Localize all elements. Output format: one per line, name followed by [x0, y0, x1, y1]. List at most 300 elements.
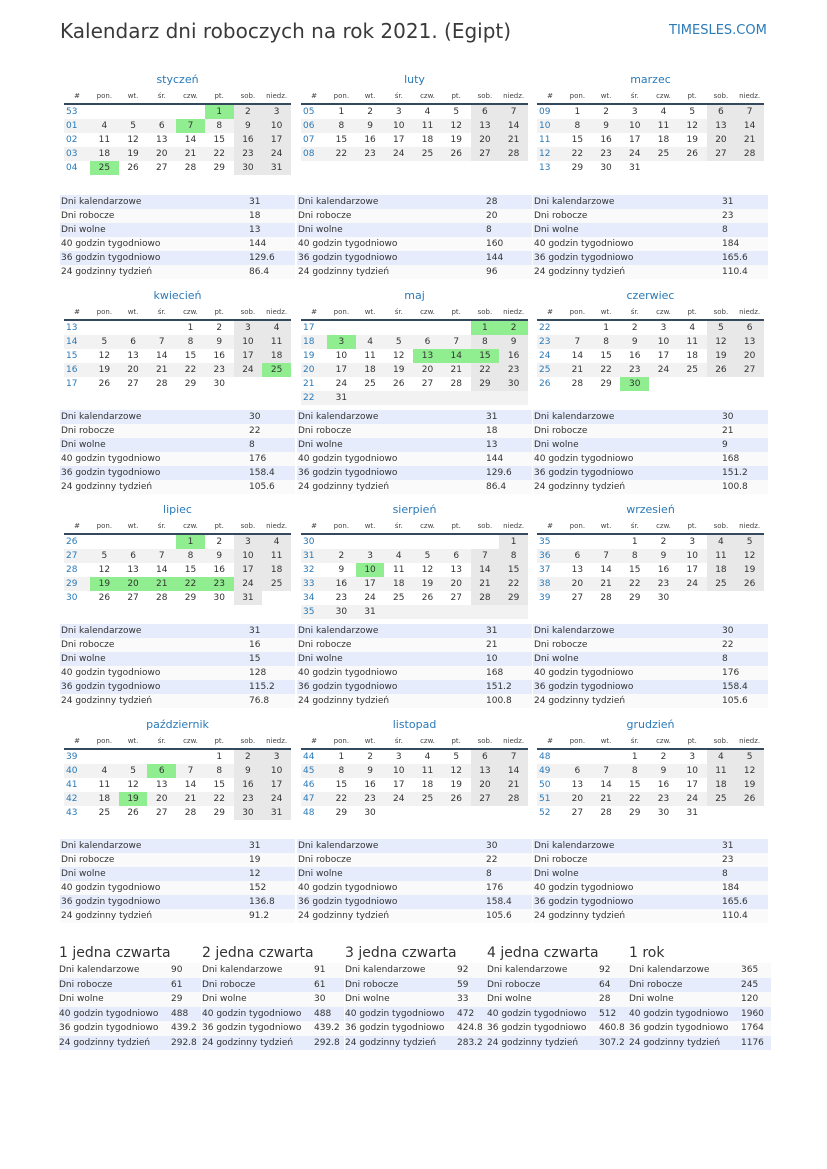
day-cell: 16 — [657, 565, 670, 575]
stat-row — [60, 881, 295, 895]
day-cell: 27 — [571, 593, 584, 603]
stat-value: 144 — [486, 454, 504, 464]
day-cell — [234, 377, 263, 391]
weekday-label: czw. — [420, 308, 435, 316]
weekday-label: # — [311, 522, 317, 530]
weekday-label: śr. — [157, 92, 166, 100]
day-cell: 7 — [603, 551, 609, 561]
week-number: 52 — [539, 808, 551, 818]
stat-label: Dni kalendarzowe — [629, 965, 710, 975]
weekday-header — [64, 734, 291, 750]
stat-value: 18 — [249, 211, 261, 221]
day-cell: 28 — [600, 593, 612, 603]
stat-label: Dni wolne — [298, 869, 343, 879]
stat-value: 184 — [722, 239, 740, 249]
day-cell: 27 — [127, 593, 139, 603]
stat-label: 40 godzin tygodniowo — [487, 1008, 587, 1019]
day-cell — [442, 806, 471, 820]
day-cell: 5 — [101, 551, 108, 561]
stat-row — [533, 195, 768, 209]
weekday-label: pon. — [569, 92, 586, 100]
stat-label: Dni kalendarzowe — [298, 841, 379, 851]
quarter-stat-row — [345, 963, 487, 978]
stat-value: 439.2 — [314, 1023, 340, 1033]
day-cell: 1 — [471, 321, 500, 335]
day-cell: 2 — [603, 107, 609, 117]
stat-value: 31 — [249, 841, 261, 851]
day-cell: 31 — [234, 591, 263, 605]
weekday-label: śr. — [630, 308, 639, 316]
day-cell: 19 — [735, 563, 764, 577]
stat-label: Dni wolne — [298, 440, 343, 450]
week-number: 03 — [66, 149, 78, 159]
stat-label: 24 godzinny tydzień — [534, 267, 626, 277]
weekday-label: czw. — [183, 92, 198, 100]
day-cell: 6 — [130, 337, 136, 347]
weekday-label: sob. — [713, 737, 729, 745]
month-stats — [60, 624, 295, 708]
stat-value: 90 — [171, 965, 183, 975]
month-name: maj — [404, 289, 425, 302]
day-cell: 5 — [453, 752, 460, 762]
day-cell: 14 — [156, 565, 168, 575]
week-row — [64, 377, 291, 391]
stat-row — [297, 624, 532, 638]
day-cell: 23 — [657, 794, 670, 804]
week-row — [301, 563, 528, 577]
stat-value: 100.8 — [722, 482, 748, 492]
weekday-label: # — [311, 308, 317, 316]
stat-row — [60, 867, 295, 881]
weekday-label: # — [547, 737, 553, 745]
weekday-label: śr. — [394, 737, 403, 745]
day-cell: 19 — [735, 778, 764, 792]
week-number: 48 — [303, 808, 315, 818]
day-cell: 10 — [262, 119, 291, 133]
weekday-label: czw. — [420, 92, 435, 100]
stat-value: 105.6 — [486, 911, 512, 921]
stat-value: 30 — [249, 412, 261, 422]
day-cell: 25 — [657, 149, 670, 159]
day-cell: 4 — [707, 750, 736, 764]
week-number: 11 — [539, 135, 551, 145]
stat-label: Dni kalendarzowe — [298, 626, 379, 636]
month-stats — [533, 410, 768, 494]
day-cell: 14 — [499, 119, 528, 133]
stat-label: 24 godzinny tydzień — [61, 267, 153, 277]
week-number: 40 — [66, 766, 78, 776]
day-cell: 14 — [184, 780, 197, 790]
day-cell: 24 — [629, 149, 641, 159]
day-cell: 21 — [499, 778, 528, 792]
quarter-stat-row — [487, 963, 629, 978]
week-number: 37 — [539, 565, 551, 575]
day-cell: 21 — [147, 577, 176, 591]
day-cell — [735, 377, 764, 391]
stat-row — [297, 410, 532, 424]
week-number: 22 — [303, 393, 315, 403]
stat-label: 24 godzinny tydzień — [534, 482, 626, 492]
day-cell: 23 — [234, 792, 263, 806]
day-cell: 28 — [471, 591, 500, 605]
month-stats — [533, 624, 768, 708]
day-cell: 18 — [707, 778, 736, 792]
day-cell — [90, 105, 119, 119]
day-cell: 28 — [735, 147, 764, 161]
day-cell — [735, 591, 764, 605]
day-cell: 25 — [98, 808, 111, 818]
day-cell: 4 — [707, 535, 736, 549]
day-cell: 17 — [234, 349, 263, 363]
weekday-label: # — [311, 92, 317, 100]
stat-label: 36 godzin tygodniowo — [629, 1023, 729, 1033]
stat-label: 40 godzin tygodniowo — [61, 883, 161, 893]
quarter-rows — [345, 963, 487, 1050]
day-cell: 4 — [262, 535, 291, 549]
stat-row — [297, 853, 532, 867]
stat-value: 20 — [486, 211, 498, 221]
stat-label: 36 godzin tygodniowo — [345, 1023, 445, 1033]
day-cell: 8 — [187, 337, 194, 347]
day-cell: 3 — [395, 752, 402, 762]
day-cell: 22 — [499, 577, 528, 591]
day-cell: 4 — [262, 321, 291, 335]
day-cell — [90, 750, 119, 764]
weekday-label: sob. — [477, 522, 493, 530]
day-cell: 7 — [735, 105, 764, 119]
day-cell: 22 — [176, 577, 205, 591]
stat-value: 8 — [722, 869, 728, 879]
day-cell: 16 — [234, 778, 263, 792]
week-number: 29 — [66, 579, 78, 589]
week-row — [64, 161, 291, 175]
stat-value: 168 — [722, 454, 740, 464]
day-cell — [471, 535, 500, 549]
day-cell: 30 — [499, 377, 528, 391]
month-name: grudzień — [626, 718, 675, 731]
stat-label: Dni kalendarzowe — [59, 965, 140, 975]
week-row — [301, 349, 528, 363]
weekday-label: sob. — [240, 308, 256, 316]
quarter-block — [59, 945, 201, 1050]
day-cell: 1 — [216, 752, 223, 762]
day-cell: 15 — [335, 135, 348, 145]
stat-label: Dni wolne — [59, 994, 104, 1004]
quarter-stat-row — [345, 978, 487, 993]
stat-value: 184 — [722, 883, 740, 893]
weekday-label: sob. — [240, 737, 256, 745]
stat-row — [297, 638, 532, 652]
weekday-label: pt. — [451, 737, 461, 745]
day-cell: 20 — [471, 133, 500, 147]
weekday-label: śr. — [157, 522, 166, 530]
stat-label: 24 godzinny tydzień — [534, 911, 626, 921]
day-cell: 8 — [338, 766, 345, 776]
month-name: styczeń — [156, 73, 199, 86]
day-cell: 27 — [735, 363, 764, 377]
day-cell: 11 — [686, 337, 698, 347]
day-cell: 9 — [234, 119, 263, 133]
day-cell: 19 — [450, 135, 462, 145]
quarter-stat-row — [629, 963, 771, 978]
day-cell: 18 — [421, 135, 434, 145]
day-cell: 11 — [421, 766, 434, 776]
day-cell: 29 — [335, 808, 348, 818]
month-name: listopad — [392, 718, 437, 731]
stat-value: 30 — [722, 412, 734, 422]
day-cell — [707, 377, 736, 391]
day-cell: 5 — [735, 535, 764, 549]
day-cell: 14 — [471, 563, 500, 577]
stat-value: 13 — [486, 440, 498, 450]
week-row — [537, 535, 764, 549]
stat-label: 24 godzinny tydzień — [298, 911, 390, 921]
stat-label: Dni wolne — [61, 654, 106, 664]
day-cell: 3 — [234, 321, 263, 335]
stat-row — [60, 694, 295, 708]
stat-row — [533, 466, 768, 480]
day-cell: 20 — [450, 579, 462, 589]
day-cell: 2 — [367, 752, 373, 762]
day-cell: 13 — [571, 565, 584, 575]
week-number: 50 — [539, 780, 551, 790]
day-cell: 21 — [735, 133, 764, 147]
stat-value: 144 — [249, 239, 267, 249]
day-cell: 25 — [421, 149, 434, 159]
week-number: 06 — [303, 121, 315, 131]
month-stats — [297, 839, 532, 923]
day-cell: 19 — [127, 149, 139, 159]
stat-label: 24 godzinny tydzień — [629, 1037, 721, 1048]
stat-value: 8 — [249, 440, 255, 450]
day-cell: 8 — [631, 551, 638, 561]
day-cell: 8 — [603, 337, 609, 347]
day-cell — [119, 750, 148, 764]
day-cell: 4 — [424, 752, 431, 762]
weekday-label: pt. — [687, 92, 697, 100]
day-cell: 13 — [156, 135, 168, 145]
day-cell: 7 — [158, 337, 165, 347]
day-cell: 1 — [574, 107, 581, 117]
stat-label: 36 godzin tygodniowo — [61, 253, 161, 263]
day-cell: 6 — [574, 766, 581, 776]
week-row — [537, 792, 764, 806]
day-cell: 22 — [571, 149, 584, 159]
stat-value: 28 — [599, 994, 611, 1004]
site-link[interactable]: TIMESLES.COM — [669, 23, 767, 38]
day-cell: 1 — [631, 537, 638, 547]
weekday-label: # — [74, 308, 80, 316]
stat-value: 30 — [314, 994, 326, 1004]
day-cell: 13 — [471, 764, 500, 778]
quarter-stat-row — [202, 963, 344, 978]
weekday-label: pon. — [569, 522, 586, 530]
day-cell: 25 — [262, 363, 291, 377]
stat-label: 36 godzin tygodniowo — [534, 682, 634, 692]
weekday-label: wt. — [127, 737, 139, 745]
stat-label: 36 godzin tygodniowo — [298, 468, 398, 478]
weekday-header — [64, 89, 291, 105]
day-cell — [384, 535, 413, 549]
stat-label: 40 godzin tygodniowo — [298, 454, 398, 464]
day-cell: 28 — [184, 808, 197, 818]
stat-label: 36 godzin tygodniowo — [534, 253, 634, 263]
quarter-block — [487, 945, 629, 1050]
day-cell: 30 — [213, 593, 225, 603]
stat-value: 424.8 — [457, 1023, 483, 1033]
day-cell: 25 — [90, 161, 119, 175]
week-number: 22 — [539, 323, 551, 333]
week-number: 43 — [66, 808, 78, 818]
stat-value: 91 — [314, 965, 326, 975]
stat-label: Dni wolne — [202, 994, 247, 1004]
stat-row — [533, 881, 768, 895]
day-cell: 6 — [453, 551, 460, 561]
day-cell: 19 — [98, 365, 111, 375]
week-number: 48 — [539, 752, 551, 762]
weekday-label: pt. — [214, 522, 224, 530]
quarter-stat-row — [202, 978, 344, 993]
stat-row — [297, 881, 532, 895]
stat-label: 40 godzin tygodniowo — [629, 1008, 729, 1019]
day-cell — [384, 391, 413, 405]
day-cell: 15 — [499, 563, 528, 577]
month-calendar — [301, 717, 528, 820]
day-cell: 11 — [707, 549, 736, 563]
weekday-label: wt. — [600, 92, 612, 100]
stat-value: 31 — [722, 841, 734, 851]
day-cell — [678, 161, 707, 175]
day-cell: 24 — [262, 147, 291, 161]
day-cell: 27 — [421, 379, 434, 389]
day-cell: 23 — [213, 365, 225, 375]
weekday-label: czw. — [656, 522, 671, 530]
day-cell: 12 — [127, 135, 139, 145]
stat-row — [297, 195, 532, 209]
day-cell: 7 — [603, 766, 609, 776]
day-cell: 29 — [629, 808, 641, 818]
stat-label: Dni robocze — [629, 979, 683, 990]
day-cell: 24 — [234, 577, 263, 591]
stat-row — [533, 251, 768, 265]
day-cell — [592, 535, 621, 549]
day-cell: 3 — [262, 105, 291, 119]
stat-row — [297, 694, 532, 708]
week-number: 21 — [303, 379, 315, 389]
stat-label: 40 godzin tygodniowo — [345, 1008, 445, 1019]
weekday-label: wt. — [127, 522, 139, 530]
day-cell — [471, 806, 500, 820]
day-cell: 17 — [686, 565, 698, 575]
stat-label: Dni kalendarzowe — [61, 841, 142, 851]
week-row — [301, 363, 528, 377]
stat-label: 24 godzinny tydzień — [61, 696, 153, 706]
weekday-label: pt. — [214, 92, 224, 100]
day-cell: 27 — [127, 379, 139, 389]
day-cell: 2 — [234, 105, 263, 119]
day-cell — [90, 321, 119, 335]
stat-label: 24 godzinny tydzień — [298, 696, 390, 706]
day-cell: 4 — [101, 121, 108, 131]
week-row — [537, 335, 764, 349]
stat-row — [60, 638, 295, 652]
quarter-stat-row — [487, 992, 629, 1007]
stat-value: 152 — [249, 883, 267, 893]
week-number: 26 — [66, 537, 78, 547]
day-cell — [563, 321, 592, 335]
week-row — [537, 577, 764, 591]
week-number: 34 — [303, 593, 315, 603]
quarter-title: 1 rok — [629, 945, 665, 961]
day-cell: 1 — [603, 323, 609, 333]
day-cell: 13 — [413, 349, 442, 363]
day-cell — [119, 105, 148, 119]
stat-label: 24 godzinny tydzień — [345, 1037, 437, 1048]
day-cell: 16 — [499, 349, 528, 363]
day-cell — [707, 161, 736, 175]
weekday-header — [301, 519, 528, 535]
stat-value: 129.6 — [249, 253, 275, 263]
quarter-stat-row — [59, 992, 201, 1007]
quarter-stat-row — [487, 1036, 629, 1051]
day-cell: 9 — [338, 565, 345, 575]
week-number: 13 — [66, 323, 78, 333]
week-row — [537, 105, 764, 119]
day-cell — [649, 161, 678, 175]
day-cell: 4 — [689, 323, 696, 333]
day-cell: 21 — [571, 365, 584, 375]
weekday-header — [301, 89, 528, 105]
weekday-label: pon. — [333, 737, 350, 745]
stat-value: 31 — [486, 412, 498, 422]
day-cell: 1 — [631, 752, 638, 762]
stat-label: Dni wolne — [487, 994, 532, 1004]
day-cell: 1 — [499, 535, 528, 549]
weekday-label: niedz. — [739, 308, 761, 316]
stat-row — [297, 251, 532, 265]
week-row — [64, 778, 291, 792]
weekday-label: czw. — [183, 737, 198, 745]
week-row — [537, 321, 764, 335]
stat-row — [60, 265, 295, 279]
weekday-label: niedz. — [503, 522, 525, 530]
day-cell — [471, 391, 500, 405]
stat-row — [60, 652, 295, 666]
stat-value: 13 — [249, 225, 261, 235]
week-row — [64, 563, 291, 577]
day-cell: 13 — [127, 351, 139, 361]
week-number: 01 — [66, 121, 78, 131]
day-cell: 5 — [707, 321, 736, 335]
day-cell: 12 — [421, 565, 434, 575]
day-cell: 30 — [620, 377, 649, 391]
stat-label: Dni kalendarzowe — [487, 965, 568, 975]
quarter-title: 1 jedna czwarta — [59, 945, 171, 961]
week-number: 44 — [303, 752, 315, 762]
day-cell: 8 — [471, 335, 500, 349]
day-cell: 2 — [234, 750, 263, 764]
stat-label: Dni robocze — [487, 979, 541, 990]
stat-row — [297, 209, 532, 223]
day-cell: 3 — [631, 107, 638, 117]
day-cell: 26 — [127, 163, 139, 173]
stat-label: Dni wolne — [534, 869, 579, 879]
day-cell: 23 — [657, 579, 670, 589]
day-cell: 1 — [338, 107, 345, 117]
stat-row — [60, 839, 295, 853]
week-number: 02 — [66, 135, 78, 145]
day-cell: 26 — [450, 149, 462, 159]
